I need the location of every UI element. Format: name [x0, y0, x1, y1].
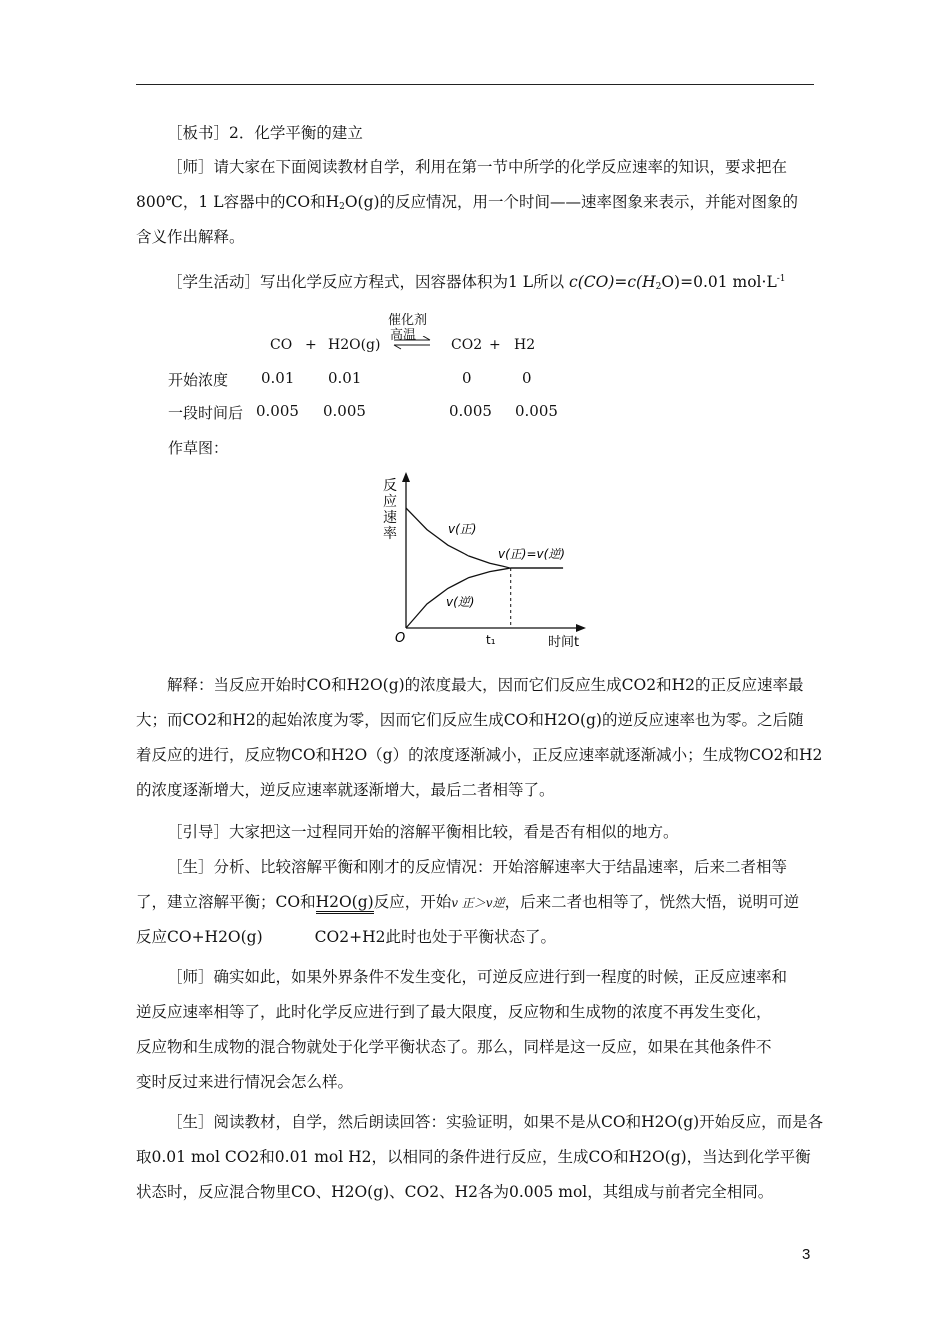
table-cell: 0 — [522, 369, 532, 387]
t1-label: t₁ — [486, 633, 496, 647]
teacher-para-line2: 800℃，1 L容器中的CO和$H_2O(g)$的反应情况，用一个时间——速率图象来表示，并能对图象的 — [136, 193, 799, 212]
guide-para: ［引导］大家把这一过程同开始的溶解平衡相比较，看是否有相似的地方。 — [167, 823, 679, 841]
student-para-line3: 反应CO+H2O(g) CO2+H2此时也处于平衡状态了。 — [136, 928, 556, 946]
origin-label: O — [395, 631, 406, 646]
temperature-label: 高温 — [390, 328, 417, 343]
student-para-line1: ［生］分析、比较溶解平衡和刚才的反应情况：开始溶解速率大于结晶速率，后来二者相等 — [167, 858, 788, 876]
start-label: 开始浓度 — [168, 371, 229, 389]
teacher-para-line3: 含义作出解释。 — [136, 228, 245, 246]
explanation-line3: 着反应的进行，反应物CO和H2O（g）的浓度逐渐减小，正反应速率就逐渐减小；生成物CO2和H2 — [136, 746, 823, 764]
sketch-label: 作草图： — [168, 439, 229, 457]
equal-label: v(正)=v(逆) — [498, 547, 565, 561]
catalyst-label: 催化剂 — [388, 313, 428, 328]
y-axis-label: 反应速率 — [383, 478, 397, 542]
plus-sign: + — [489, 337, 501, 353]
reactant-h2o: H2O(g) — [328, 337, 381, 353]
heading: ［板书］2．化学平衡的建立 — [167, 124, 363, 142]
table-cell: 0.005 — [449, 402, 492, 420]
student2-line2: 取0.01 mol CO2和0.01 mol H2，以相同的条件进行反应，生成CO和H2O(g)，当达到化学平衡 — [136, 1148, 811, 1166]
student-activity: ［学生活动］写出化学反应方程式，因容器体积为1 L所以 $c(CO)=c(H_2O)=0.01$ $mol\cdot L^{-1}$ — [167, 273, 786, 293]
explanation-line1: 解释：当反应开始时CO和H2O(g)的浓度最大，因而它们反应生成CO2和H2的正反应速率最 — [167, 676, 804, 694]
student2-line1: ［生］阅读教材，自学，然后朗读回答：实验证明，如果不是从CO和H2O(g)开始反应，而是各 — [167, 1113, 824, 1131]
after-label: 一段时间后 — [168, 404, 244, 422]
table-cell: 0.005 — [256, 402, 299, 420]
table-cell: 0.01 — [328, 369, 362, 387]
table-cell: 0 — [462, 369, 472, 387]
series-line-reverse — [406, 568, 563, 628]
product-co2: CO2 — [451, 337, 483, 353]
teacher-para-line1: ［师］请大家在下面阅读教材自学，利用在第一节中所学的化学反应速率的知识，要求把在 — [167, 158, 788, 176]
series-label-reverse: v(逆) — [446, 595, 475, 609]
student2-line3: 状态时，反应混合物里CO、H2O(g)、CO2、H2各为0.005 mol，其组成与前者完全相同。 — [136, 1183, 774, 1201]
page-number: 3 — [802, 1246, 811, 1263]
x-axis-label: 时间t — [548, 635, 580, 650]
table-cell: 0.005 — [515, 402, 558, 420]
plus-sign: + — [305, 337, 317, 353]
y-axis — [402, 472, 410, 628]
teacher2-line2: 逆反应速率相等了，此时化学反应进行到了最大限度，反应物和生成物的浓度不再发生变化， — [136, 1003, 772, 1021]
series-label-forward: v(正) — [448, 522, 477, 536]
explanation-line2: 大；而CO2和H2的起始浓度为零，因而它们反应生成CO和H2O(g)的逆反应速率也为零。之后随 — [136, 711, 804, 729]
product-h2: H2 — [514, 337, 536, 353]
reactant-co: CO — [270, 337, 293, 353]
teacher2-line1: ［师］确实如此，如果外界条件不发生变化，可逆反应进行到一程度的时候，正反应速率和 — [167, 968, 788, 986]
student-para-line2: 了，建立溶解平衡；CO和H2O(g)反应，开始v 正＞v逆，后来二者也相等了，恍然大悟，说明可逆 — [136, 885, 816, 921]
table-cell: 0.005 — [323, 402, 366, 420]
table-cell: 0.01 — [261, 369, 295, 387]
x-axis — [406, 624, 586, 632]
teacher2-line4: 变时反过来进行情况会怎么样。 — [136, 1073, 354, 1091]
teacher2-line3: 反应物和生成物的混合物就处于化学平衡状态了。那么，同样是这一反应，如果在其他条件不 — [136, 1038, 772, 1056]
explanation-line4: 的浓度逐渐增大，逆反应速率就逐渐增大，最后二者相等了。 — [136, 781, 555, 799]
